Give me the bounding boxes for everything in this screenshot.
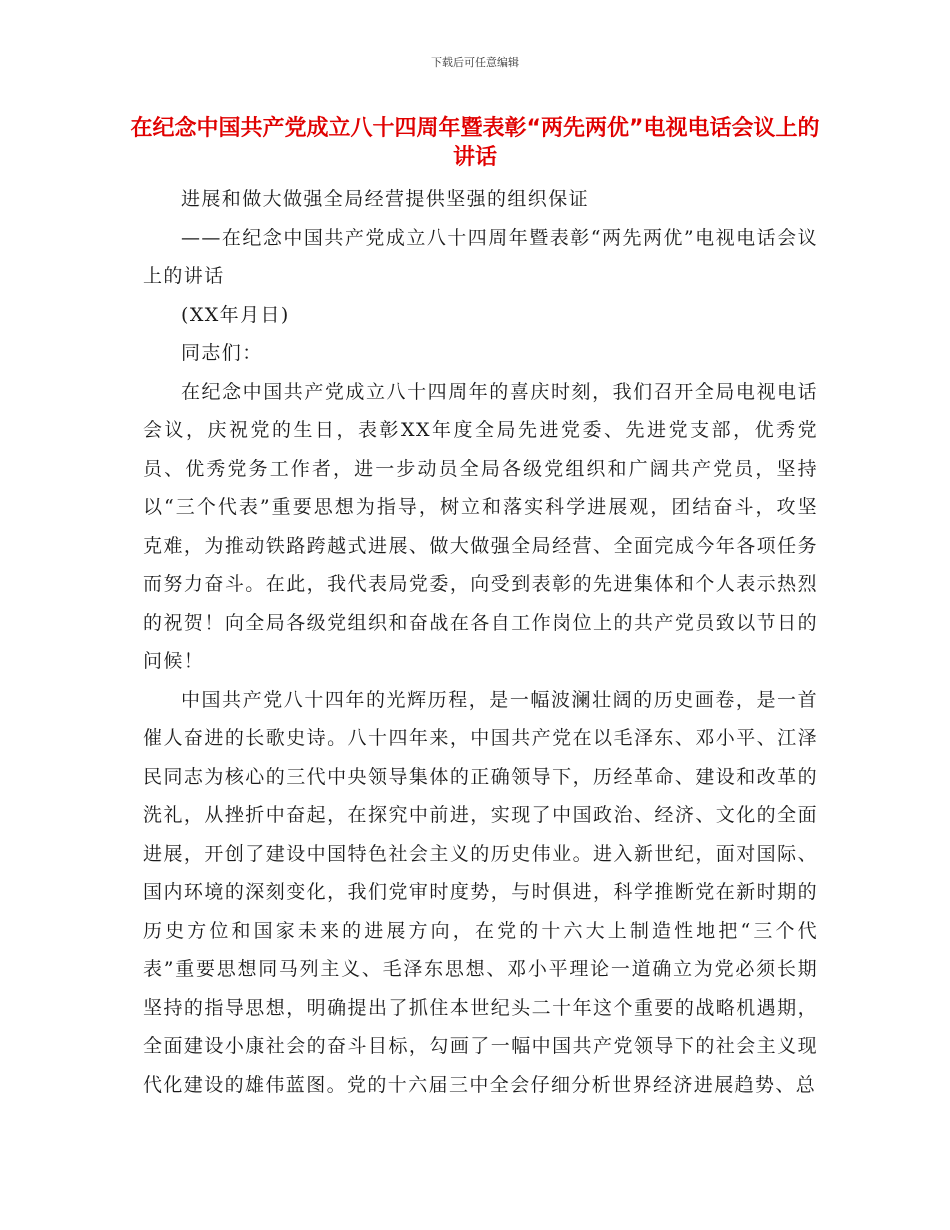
subtitle-line: 进展和做大做强全局经营提供坚强的组织保证 (181, 188, 590, 210)
header-note: 下载后可任意编辑 (431, 56, 519, 69)
document-title: 在纪念中国共产党成立八十四周年暨表彰“两先两优”电视电话会议上的讲话 (130, 116, 820, 170)
salutation: 同志们： (181, 342, 263, 364)
document-body (143, 180, 818, 1104)
body-paragraph: 中国共产党八十四年的光辉历程，是一幅波澜壮阔的历史画卷，是一首催人奋进的长歌史诗。八十四年来，中国共产党在以毛泽东、邓小平、江泽民同志为核心的三代中央领导集体的正确领导下，历经革命、建设和改革的洗礼，从挫折中奋起，在探究中前进，实现了中国政治、经济、文化的全面进展，开创了建设中国特色社会主义的历史伟业。进入新世纪，面对国际、国内环境的深刻变化，我们党审时度势，与时俱进，科学推断党在新时期的历史方位和国家未来的进展方向，在党的十六大上制造性地把“三个代表”重要思想同马列主义、毛泽东思想、邓小平理论一道确立为党必须长期坚持的指导思想，明确提出了抓住本世纪头二十年这个重要的战略机遇期，全面建设小康社会的奋斗目标，勾画了一幅中国共产党领导下的社会主义现代化建设的雄伟蓝图。党的十六届三中全会仔细分析世界经济进展趋势、总 (143, 688, 818, 1096)
body-paragraph: 在纪念中国共产党成立八十四周年的喜庆时刻，我们召开全局电视电话会议，庆祝党的生日，表彰XX年度全局先进党委、先进党支部，优秀党员、优秀党务工作者，进一步动员全局各级党组织和广阔共产党员，坚持以“三个代表”重要思想为指导，树立和落实科学进展观，团结奋斗，攻坚克难，为推动铁路跨越式进展、做大做强全局经营、全面完成今年各项任务而努力奋斗。在此，我代表局党委，向受到表彰的先进集体和个人表示热烈的祝贺！向全局各级党组织和奋战在各自工作岗位上的共产党员致以节日的问候！ (143, 380, 818, 672)
date-line: (XX年月日) (181, 303, 290, 326)
subtitle-dash-line: ——在纪念中国共产党成立八十四周年暨表彰“两先两优”电视电话会议上的讲话 (143, 226, 818, 287)
